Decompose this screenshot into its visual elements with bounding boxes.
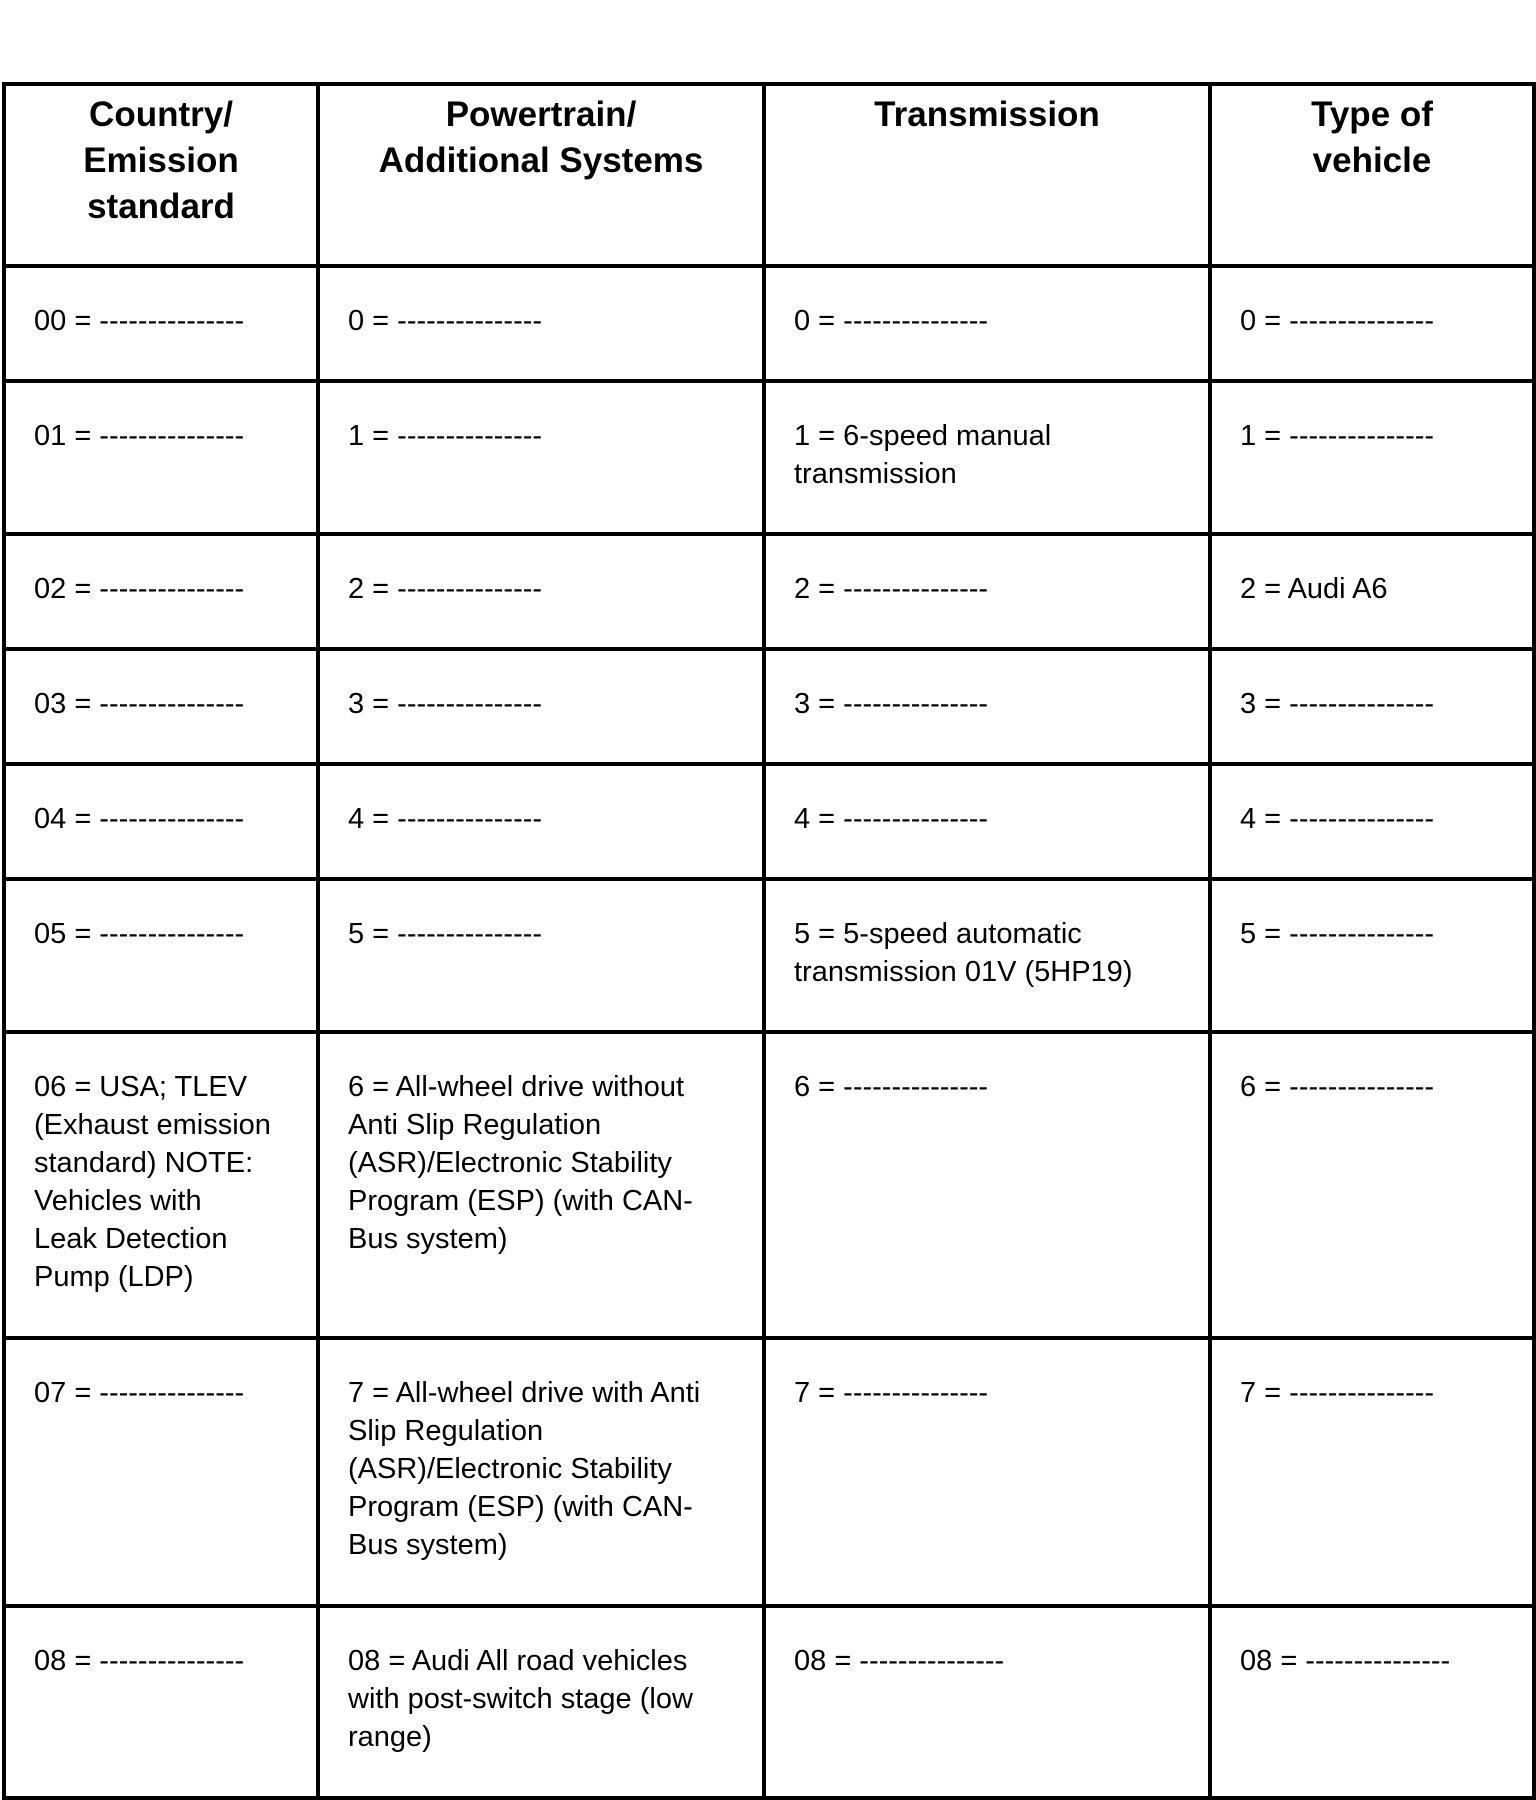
cell-powertrain: 2 = ---------------	[318, 534, 764, 649]
cell-transmission: 08 = ---------------	[764, 1606, 1210, 1798]
table-row	[4, 764, 1534, 879]
coding-table	[2, 82, 1536, 1800]
cell-powertrain: 7 = All-wheel drive with Anti Slip Regulation (ASR)/Electronic Stability Program (ESP) (with CAN- Bus system)	[318, 1338, 764, 1606]
cell-vehicle-type: 6 = ---------------	[1210, 1032, 1534, 1338]
cell-country: 03 = ---------------	[4, 649, 318, 764]
table-row	[4, 534, 1534, 649]
cell-country: 00 = ---------------	[4, 266, 318, 381]
cell-powertrain: 1 = ---------------	[318, 381, 764, 534]
table-row	[4, 266, 1534, 381]
header-transmission: Transmission	[764, 84, 1210, 266]
cell-powertrain: 6 = All-wheel drive without Anti Slip Regulation (ASR)/Electronic Stability Program (ESP) (with CAN- Bus system)	[318, 1032, 764, 1338]
table-row	[4, 1032, 1534, 1338]
cell-vehicle-type: 1 = ---------------	[1210, 381, 1534, 534]
cell-powertrain: 3 = ---------------	[318, 649, 764, 764]
cell-powertrain: 5 = ---------------	[318, 879, 764, 1032]
table-row	[4, 879, 1534, 1032]
cell-country: 01 = ---------------	[4, 381, 318, 534]
cell-vehicle-type: 5 = ---------------	[1210, 879, 1534, 1032]
header-country-emission: Country/ Emission standard	[4, 84, 318, 266]
table-row	[4, 1606, 1534, 1798]
cell-vehicle-type: 2 = Audi A6	[1210, 534, 1534, 649]
header-vehicle-type: Type of vehicle	[1210, 84, 1534, 266]
cell-vehicle-type: 0 = ---------------	[1210, 266, 1534, 381]
cell-country: 08 = ---------------	[4, 1606, 318, 1798]
cell-country: 05 = ---------------	[4, 879, 318, 1032]
cell-transmission: 2 = ---------------	[764, 534, 1210, 649]
cell-transmission: 0 = ---------------	[764, 266, 1210, 381]
cell-vehicle-type: 4 = ---------------	[1210, 764, 1534, 879]
cell-country: 02 = ---------------	[4, 534, 318, 649]
cell-transmission: 4 = ---------------	[764, 764, 1210, 879]
cell-transmission: 1 = 6-speed manual transmission	[764, 381, 1210, 534]
cell-powertrain: 0 = ---------------	[318, 266, 764, 381]
cell-transmission: 5 = 5-speed automatic transmission 01V (5HP19)	[764, 879, 1210, 1032]
cell-vehicle-type: 3 = ---------------	[1210, 649, 1534, 764]
table-row	[4, 1338, 1534, 1606]
cell-transmission: 7 = ---------------	[764, 1338, 1210, 1606]
cell-vehicle-type: 7 = ---------------	[1210, 1338, 1534, 1606]
table-row	[4, 381, 1534, 534]
cell-transmission: 6 = ---------------	[764, 1032, 1210, 1338]
header-powertrain: Powertrain/ Additional Systems	[318, 84, 764, 266]
cell-transmission: 3 = ---------------	[764, 649, 1210, 764]
cell-vehicle-type: 08 = ---------------	[1210, 1606, 1534, 1798]
header-row	[4, 84, 1534, 266]
cell-country: 06 = USA; TLEV (Exhaust emission standard) NOTE: Vehicles with Leak Detection Pump (LDP)	[4, 1032, 318, 1338]
cell-country: 07 = ---------------	[4, 1338, 318, 1606]
table-row	[4, 649, 1534, 764]
cell-country: 04 = ---------------	[4, 764, 318, 879]
cell-powertrain: 08 = Audi All road vehicles with post-switch stage (low range)	[318, 1606, 764, 1798]
cell-powertrain: 4 = ---------------	[318, 764, 764, 879]
